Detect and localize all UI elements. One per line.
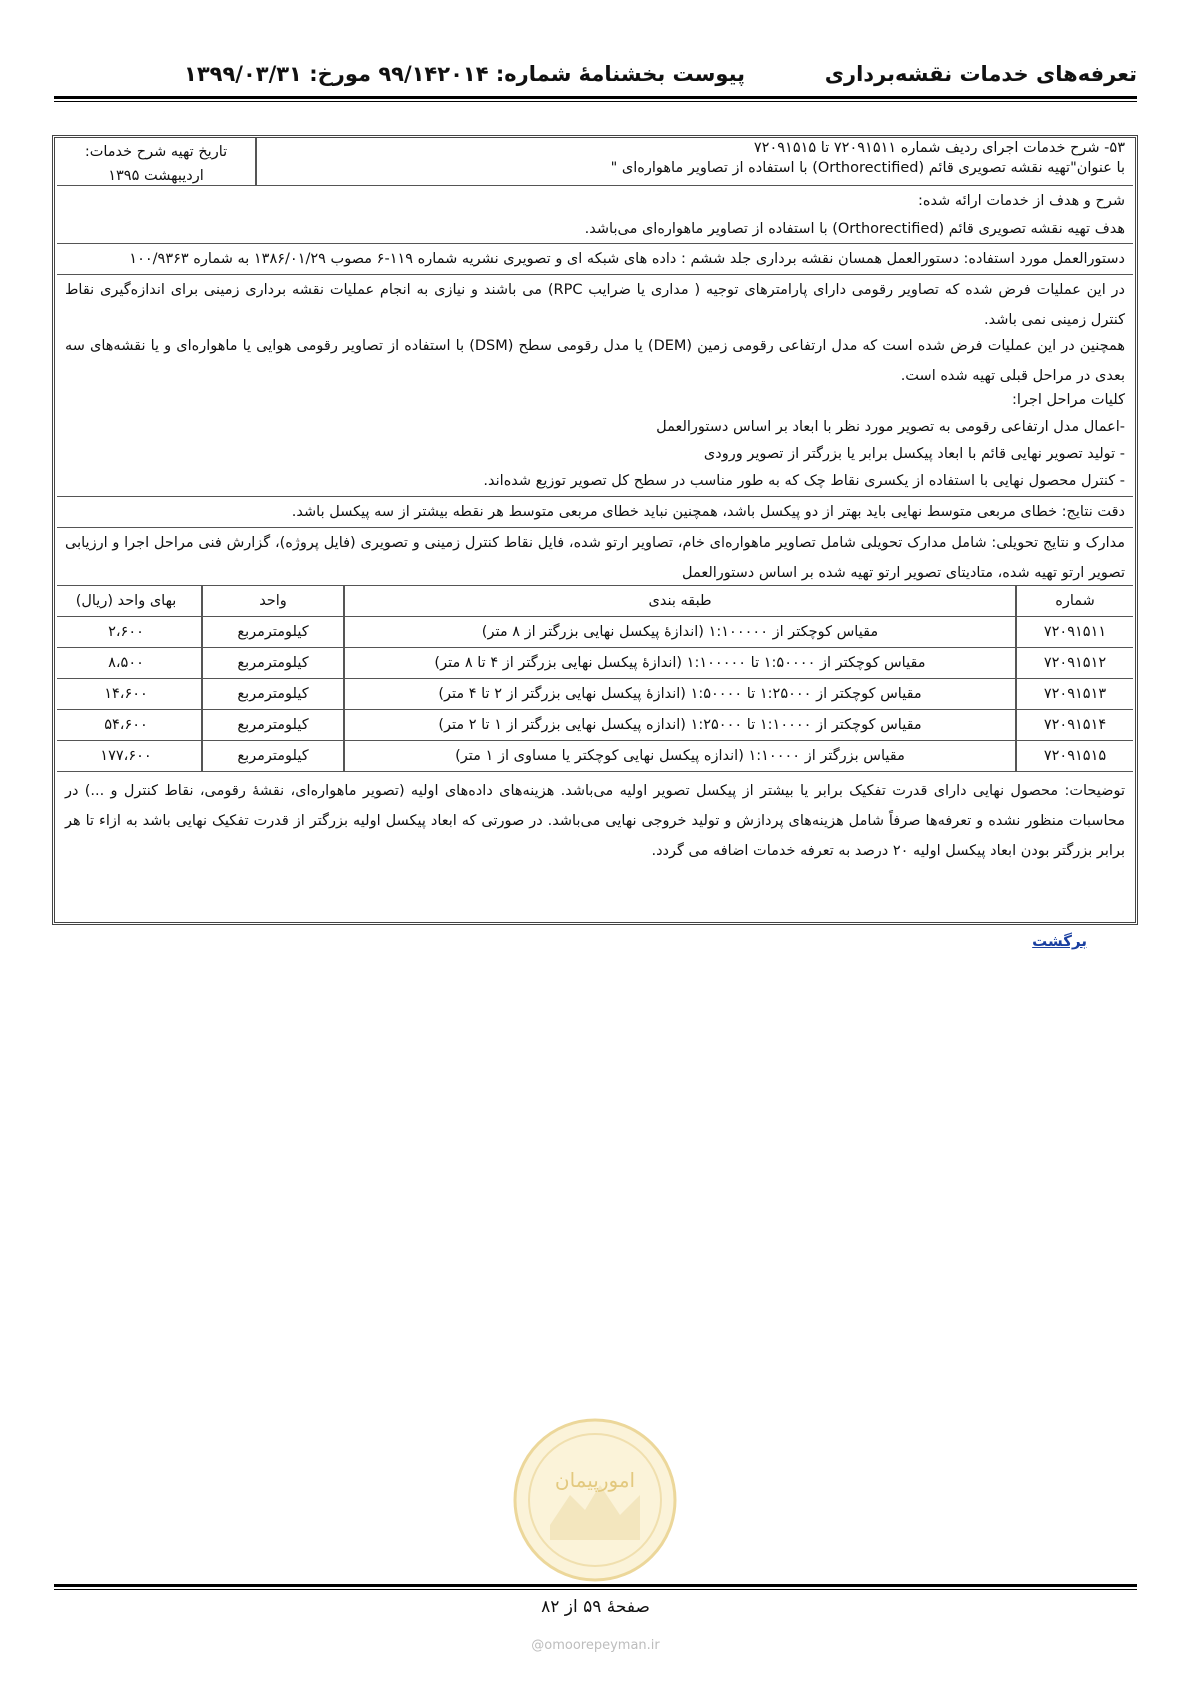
date-value: اردیبهشت ۱۳۹۵ — [108, 168, 204, 184]
date-label: تاریخ تهیه شرح خدمات: — [84, 144, 228, 160]
row-price: ۲،۶۰۰ — [108, 624, 144, 640]
standard-text: دستورالعمل مورد استفاده: دستورالعمل همسان نقشه برداری جلد ششم : داده های شبکه ای و تصویری نشریه شماره ۱۱۹-۶ مصوب ۱۳۸۶/۰۱/۲۹ به شماره ۱۰۰/۹۳۶۳ — [129, 251, 1125, 267]
row-unit: کیلومترمربع — [201, 741, 343, 771]
table-row — [57, 648, 1133, 679]
assumption-2: همچنین در این عملیات فرض شده است که مدل ارتفاعی رقومی زمین (DEM) یا مدل رقومی سطح (DSM) با استفاده از تصاویر رقومی هوایی یا ماهواره‌ای و یا نقشه‌های سه بعدی در مراحل قبلی تهیه شده است. — [65, 338, 1125, 384]
row-number: ۷۲۰۹۱۵۱۲ — [1015, 648, 1133, 678]
row-number: ۷۲۰۹۱۵۱۵ — [1015, 741, 1133, 771]
page-number: صفحۀ ۵۹ از ۸۲ — [541, 1597, 650, 1617]
row-number: ۷۲۰۹۱۵۱۳ — [1015, 679, 1133, 709]
table-row — [57, 617, 1133, 648]
accuracy-text: دقت نتایج: خطای مربعی متوسط نهایی باید بهتر از دو پیکسل باشد، همچنین نباید خطای مربعی متوسط هر نقطه بیشتر از سه پیکسل باشد. — [291, 504, 1125, 520]
footer-rule-thin — [54, 1589, 1137, 1590]
header-price: بهای واحد (ریال) — [75, 593, 177, 609]
goal-label: شرح و هدف از خدمات ارائه شده: — [917, 193, 1125, 209]
row-classification: مقیاس بزرگتر از ۱:۱۰۰۰۰ (اندازه پیکسل نهایی کوچکتر یا مساوی از ۱ متر) — [343, 741, 1015, 771]
header-unit: واحد — [201, 586, 343, 616]
page-header — [54, 58, 1137, 98]
footer-rule — [54, 1584, 1137, 1587]
header-circular: پیوست بخشنامۀ شماره: ۹۹/۱۴۲۰۱۴ مورخ: ۱۳۹۹/۰۳/۳۱ — [184, 62, 746, 86]
omoore-peyman-seal-icon — [510, 1415, 680, 1585]
row-classification: مقیاس کوچکتر از ۱:۲۵۰۰۰ تا ۱:۵۰۰۰۰ (اندازۀ پیکسل نهایی بزرگتر از ۲ تا ۴ متر) — [343, 679, 1015, 709]
step-1: -اعمال مدل ارتفاعی رقومی به تصویر مورد نظر با ابعاد بر اساس دستورالعمل — [656, 419, 1125, 435]
table-row — [57, 710, 1133, 741]
service-range: ۵۳- شرح خدمات اجرای ردیف شماره ۷۲۰۹۱۵۱۱ تا ۷۲۰۹۱۵۱۵ — [753, 140, 1125, 156]
row-price: ۸،۵۰۰ — [108, 655, 144, 671]
deliverables-text: مدارک و نتایج تحویلی: شامل مدارک تحویلی شامل تصاویر ماهواره‌ای خام، تصاویر ارتو شده، فایل نقاط کنترل زمینی و تصویری (فایل پروژه)، گزارش فنی مراحل اجرا و ارزیابی تصویر ارتو تهیه شده، متادیتای تصویر ارتو تهیه شده بر اساس دستورالعمل — [65, 535, 1125, 581]
notes-row — [57, 772, 1133, 922]
goal-row — [57, 186, 1133, 244]
watermark: @omoorepeyman.ir — [531, 1638, 660, 1653]
row-classification: مقیاس کوچکتر از ۱:۱۰۰۰۰ تا ۱:۲۵۰۰۰ (اندازه پیکسل نهایی بزرگتر از ۱ تا ۲ متر) — [343, 710, 1015, 740]
row-price: ۱۴،۶۰۰ — [104, 686, 148, 702]
header-rule-thin — [54, 101, 1137, 102]
title-row — [57, 138, 1133, 186]
step-3: - کنترل محصول نهایی با استفاده از یکسری نقاط چک که به طور مناسب در سطح کل تصویر توزیع شده‌اند. — [483, 473, 1125, 489]
deliverables-row — [57, 528, 1133, 586]
service-title: با عنوان"تهیه نقشه تصویری قائم (Orthorectified) با استفاده از تصاویر ماهواره‌ای " — [610, 160, 1125, 176]
row-unit: کیلومترمربع — [201, 679, 343, 709]
table-row — [57, 679, 1133, 710]
seal-text: امورپیمان — [554, 1468, 636, 1492]
steps-label: کلیات مراحل اجرا: — [1011, 392, 1125, 408]
row-number: ۷۲۰۹۱۵۱۴ — [1015, 710, 1133, 740]
notes-text: توضیحات: محصول نهایی دارای قدرت تفکیک برابر یا بیشتر از پیکسل تصویر اولیه می‌باشد. هزینه‌های داده‌های اولیه (تصویر ماهواره‌ای، نقشۀ رقومی، نقاط کنترل و ...) در محاسبات منظور نشده و تعرفه‌ها صرفاً شامل هزینه‌های پردازش و تولید خروجی نهایی می‌باشد. در صورتی که ابعاد پیکسل اولیه بزرگتر از قدرت تفکیک نهایی باشد به ازاء تا هر برابر بزرگتر بودن ابعاد پیکسل اولیه ۲۰ درصد به تعرفه خدمات اضافه می گردد. — [65, 783, 1125, 859]
row-classification: مقیاس کوچکتر از ۱:۵۰۰۰۰ تا ۱:۱۰۰۰۰۰ (اندازۀ پیکسل نهایی بزرگتر از ۴ تا ۸ متر) — [343, 648, 1015, 678]
goal-text: هدف تهیه نقشه تصویری قائم (Orthorectified) با استفاده از تصاویر ماهواره‌ای می‌باشد. — [584, 221, 1125, 237]
header-number: شماره — [1015, 586, 1133, 616]
accuracy-row — [57, 497, 1133, 528]
standard-row — [57, 244, 1133, 275]
row-price: ۵۴،۶۰۰ — [104, 717, 148, 733]
row-number: ۷۲۰۹۱۵۱۱ — [1015, 617, 1133, 647]
row-unit: کیلومترمربع — [201, 710, 343, 740]
back-link[interactable]: برگشت — [1032, 932, 1087, 950]
row-classification: مقیاس کوچکتر از ۱:۱۰۰۰۰۰ (اندازۀ پیکسل نهایی بزرگتر از ۸ متر) — [343, 617, 1015, 647]
row-unit: کیلومترمربع — [201, 617, 343, 647]
header-rule — [54, 96, 1137, 99]
row-unit: کیلومترمربع — [201, 648, 343, 678]
pricing-table — [57, 586, 1133, 772]
header-classification: طبقه بندی — [343, 586, 1015, 616]
table-row — [57, 741, 1133, 772]
service-description-table — [52, 135, 1138, 925]
header-title: تعرفه‌های خدمات نقشه‌برداری — [824, 62, 1137, 86]
assumptions-row — [57, 275, 1133, 497]
date-cell — [57, 138, 257, 185]
row-price: ۱۷۷،۶۰۰ — [100, 748, 152, 764]
step-2: - تولید تصویر نهایی قائم با ابعاد پیکسل برابر یا بزرگتر از تصویر ورودی — [703, 446, 1125, 462]
pricing-header-row — [57, 586, 1133, 617]
assumption-1: در این عملیات فرض شده که تصاویر رقومی دارای پارامترهای توجیه ( مداری یا ضرایب RPC) می باشند و نیازی به انجام عملیات نقشه برداری زمینی برای اندازه‌گیری نقاط کنترل زمینی نمی باشد. — [65, 282, 1125, 328]
